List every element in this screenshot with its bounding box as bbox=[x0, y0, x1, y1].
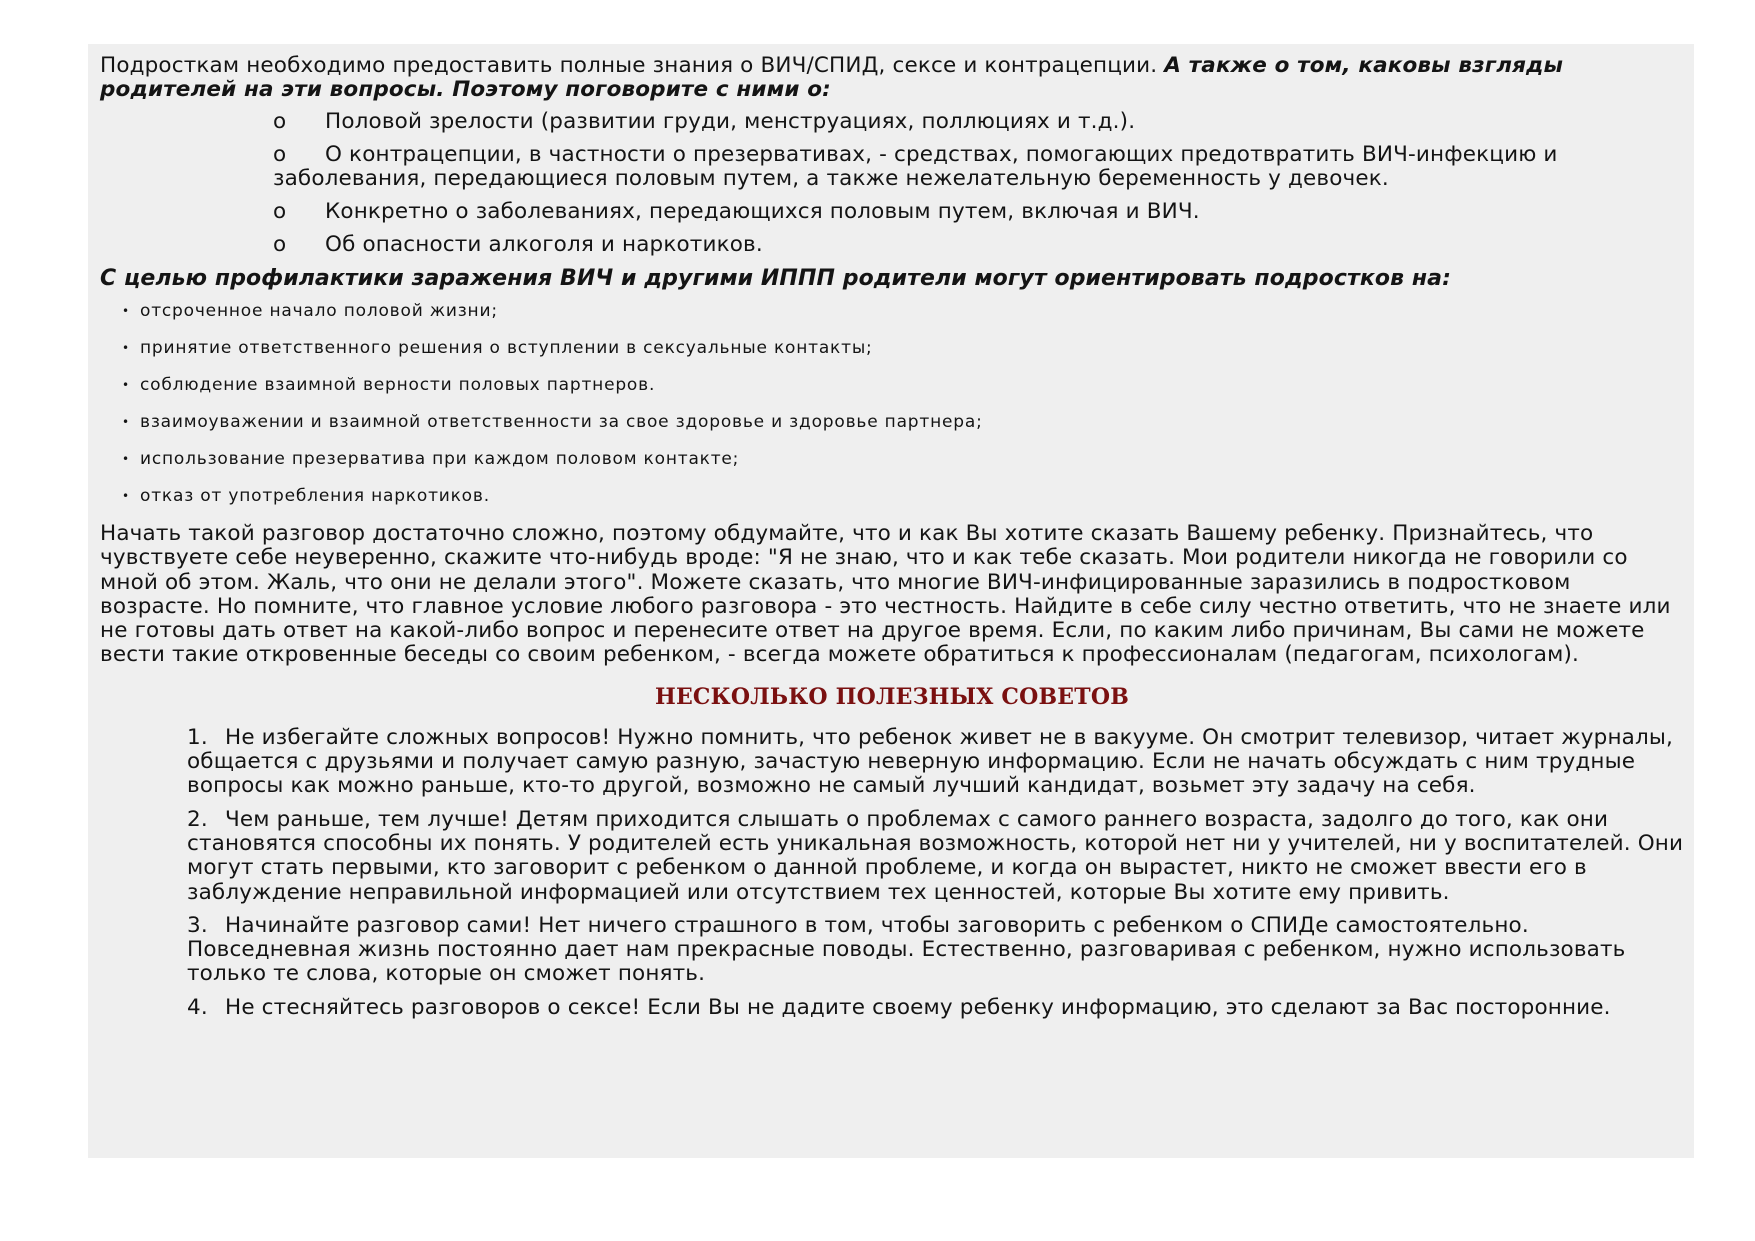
tips-list bbox=[187, 726, 1684, 1020]
tip-number: 1. bbox=[187, 724, 208, 750]
list-item-text: отсроченное начало половой жизни; bbox=[140, 301, 498, 321]
list-item bbox=[273, 200, 1684, 224]
intro-emphasis: А также о том, каковы взгляды родителей на эти вопросы. Поэтому поговорите с ними о: bbox=[100, 53, 1564, 102]
tip-number: 3. bbox=[187, 912, 208, 938]
bullet-icon: • bbox=[122, 378, 130, 392]
list-item bbox=[122, 374, 1684, 411]
list-item-text: использование презерватива при каждом половом контакте; bbox=[140, 449, 740, 469]
list-item-text: соблюдение взаимной верности половых партнеров. bbox=[140, 375, 656, 395]
bullet-icon: • bbox=[122, 489, 130, 503]
bullet-icon: • bbox=[122, 304, 130, 318]
list-marker: o bbox=[273, 109, 287, 134]
bullet-icon: • bbox=[122, 415, 130, 429]
intro-paragraph bbox=[100, 54, 1684, 102]
tip-item bbox=[187, 808, 1684, 905]
prevention-heading: С целью профилактики заражения ВИЧ и другими ИППП родители могут ориентировать подростков на: bbox=[100, 266, 1451, 291]
article-panel bbox=[88, 44, 1694, 1158]
list-item-text: О контрацепции, в частности о презервативах, - средствах, помогающих предотвратить ВИЧ-инфекцию и заболевания, передающиеся половым путем, а также нежелательную беременность у девочек. bbox=[273, 142, 1558, 191]
tip-item bbox=[187, 914, 1684, 987]
tips-heading: НЕСКОЛЬКО ПОЛЕЗНЫХ СОВЕТОВ bbox=[654, 683, 1130, 710]
list-item-text: отказ от употребления наркотиков. bbox=[140, 486, 490, 506]
list-item-text: Конкретно о заболеваниях, передающихся половым путем, включая и ВИЧ. bbox=[325, 199, 1200, 224]
list-item-text: принятие ответственного решения о вступлении в сексуальные контакты; bbox=[140, 338, 873, 358]
list-item-text: Половой зрелости (развитии груди, менструациях, поллюциях и т.д.). bbox=[325, 109, 1136, 134]
intro-text: Подросткам необходимо предоставить полные знания о ВИЧ/СПИД, сексе и контрацепции. bbox=[100, 53, 1165, 78]
tip-item bbox=[187, 726, 1684, 799]
tip-number: 2. bbox=[187, 806, 208, 832]
list-item bbox=[273, 143, 1684, 191]
list-marker: o bbox=[273, 232, 287, 257]
prevention-list bbox=[122, 300, 1684, 522]
bullet-icon: • bbox=[122, 341, 130, 355]
tip-text: Не избегайте сложных вопросов! Нужно помнить, что ребенок живет не в вакууме. Он смотрит телевизор, читает журналы, общается с друзьями и получает самую разную, зачастую неверную информацию. Если не начать обсуждать с ним трудные вопросы как можно раньше, кто-то другой, возможно не самый лучший кандидат, возьмет эту задачу на себя. bbox=[187, 724, 1673, 799]
list-item bbox=[273, 233, 1684, 257]
list-item bbox=[122, 411, 1684, 448]
advice-paragraph: Начать такой разговор достаточно сложно, поэтому обдумайте, что и как Вы хотите сказать Вашему ребенку. Признайтесь, что чувствуете себе неуверенно, скажите что-нибудь вроде: "Я не знаю, что и как тебе сказать. Мои родители никогда не говорили со мной об этом. Жаль, что они не делали этого". Можете сказать, что многие ВИЧ-инфицированные заразились в подростковом возрасте. Но помните, что главное условие любого разговора - это честность. Найдите в себе силу честно ответить, что не знаете или не готовы дать ответ на какой-либо вопрос и перенесите ответ на другое время. Если, по каким либо причинам, Вы сами не можете вести такие откровенные беседы со своим ребенком, - всегда можете обратиться к профессионалам (педагогам, психологам). bbox=[100, 521, 1671, 668]
topics-list bbox=[273, 110, 1684, 257]
list-item bbox=[122, 485, 1684, 522]
list-item-text: взаимоуважении и взаимной ответственности за свое здоровье и здоровье партнера; bbox=[140, 412, 983, 432]
tip-text: Не стесняйтесь разговоров о сексе! Если Вы не дадите своему ребенку информацию, это сделают за Вас посторонние. bbox=[225, 994, 1611, 1020]
bullet-icon: • bbox=[122, 452, 130, 466]
list-item bbox=[122, 337, 1684, 374]
tip-item bbox=[187, 996, 1684, 1020]
list-item bbox=[122, 300, 1684, 337]
tip-text: Чем раньше, тем лучше! Детям приходится слышать о проблемах с самого раннего возраста, задолго до того, как они становятся способны их понять. У родителей есть уникальная возможность, которой нет ни у учителей, ни у воспитателей. Они могут стать первыми, кто заговорит с ребенком о данной проблеме, и когда он вырастет, никто не сможет ввести его в заблуждение неправильной информацией или отсутствием тех ценностей, которые Вы хотите ему привить. bbox=[187, 806, 1684, 905]
list-marker: o bbox=[273, 199, 287, 224]
tip-number: 4. bbox=[187, 994, 208, 1020]
list-item bbox=[273, 110, 1684, 134]
list-marker: o bbox=[273, 142, 287, 167]
list-item bbox=[122, 448, 1684, 485]
tip-text: Начинайте разговор сами! Нет ничего страшного в том, чтобы заговорить с ребенком о СПИДе самостоятельно. Повседневная жизнь постоянно дает нам прекрасные поводы. Естественно, разговаривая с ребенком, нужно использовать только те слова, которые он сможет понять. bbox=[187, 912, 1626, 987]
list-item-text: Об опасности алкоголя и наркотиков. bbox=[325, 232, 763, 257]
